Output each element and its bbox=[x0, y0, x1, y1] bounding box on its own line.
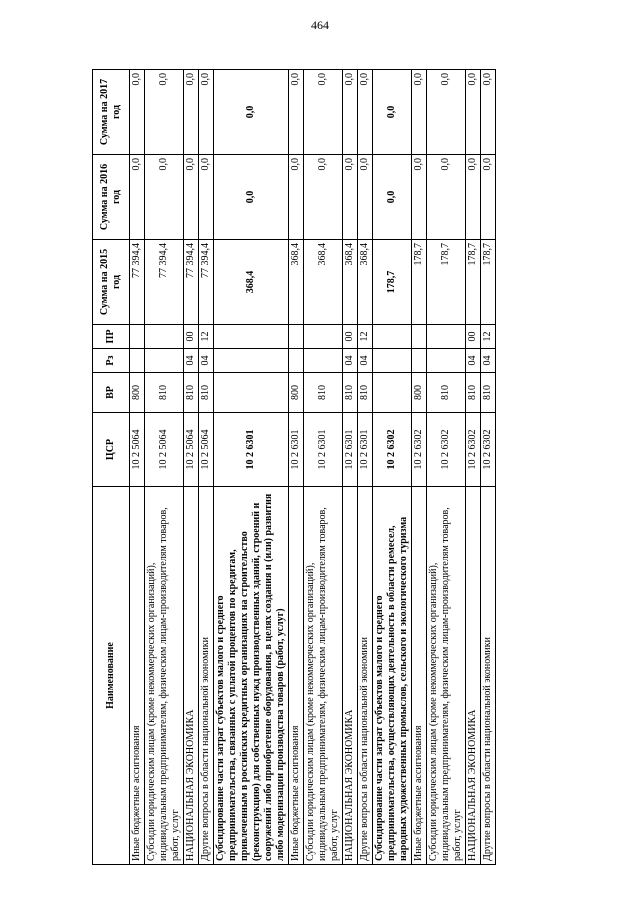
row-vr-cell: 810 bbox=[343, 373, 358, 413]
page-number: 464 bbox=[311, 18, 329, 32]
row-csr-cell: 10 2 6301 bbox=[289, 413, 304, 487]
table-row bbox=[304, 70, 343, 865]
table-row bbox=[343, 70, 358, 865]
table-row bbox=[427, 70, 466, 865]
row-csr-cell: 10 2 5064 bbox=[130, 413, 145, 487]
row-sum-2017-cell: 0,0 bbox=[214, 70, 289, 155]
row-sum-2015-cell: 368,4 bbox=[358, 240, 373, 325]
table-row bbox=[466, 70, 481, 865]
table-row bbox=[358, 70, 373, 865]
row-vr-cell: 810 bbox=[358, 373, 373, 413]
row-sum-2016-cell: 0,0 bbox=[373, 155, 412, 240]
row-sum-2015-cell: 178,7 bbox=[373, 240, 412, 325]
row-rz-cell bbox=[427, 349, 466, 373]
row-rz-cell bbox=[412, 349, 427, 373]
header-rz: Рз bbox=[93, 349, 130, 373]
row-pr-cell bbox=[412, 325, 427, 349]
row-name-cell: Другие вопросы в области национальной экономики bbox=[358, 487, 373, 865]
budget-table bbox=[92, 69, 496, 865]
row-sum-2015-cell: 368,4 bbox=[289, 240, 304, 325]
row-sum-2015-cell: 77 394,4 bbox=[199, 240, 214, 325]
row-name-cell: НАЦИОНАЛЬНАЯ ЭКОНОМИКА bbox=[184, 487, 199, 865]
row-sum-2015-cell: 178,7 bbox=[481, 240, 496, 325]
row-csr-cell: 10 2 6301 bbox=[343, 413, 358, 487]
row-sum-2016-cell: 0,0 bbox=[466, 155, 481, 240]
row-pr-cell bbox=[214, 325, 289, 349]
row-sum-2017-cell: 0,0 bbox=[481, 70, 496, 155]
row-rz-cell: 04 bbox=[184, 349, 199, 373]
table-row bbox=[214, 70, 289, 865]
table-row bbox=[145, 70, 184, 865]
row-name-cell: Другие вопросы в области национальной экономики bbox=[199, 487, 214, 865]
row-name-cell: Иные бюджетные ассигнования bbox=[130, 487, 145, 865]
row-name-cell: НАЦИОНАЛЬНАЯ ЭКОНОМИКА bbox=[466, 487, 481, 865]
row-csr-cell: 10 2 6302 bbox=[481, 413, 496, 487]
table-body bbox=[130, 70, 496, 865]
table-canvas bbox=[92, 70, 572, 865]
row-name-cell: Другие вопросы в области национальной экономики bbox=[481, 487, 496, 865]
row-sum-2017-cell: 0,0 bbox=[304, 70, 343, 155]
row-pr-cell bbox=[289, 325, 304, 349]
row-csr-cell: 10 2 5064 bbox=[184, 413, 199, 487]
row-sum-2015-cell: 77 394,4 bbox=[184, 240, 199, 325]
row-sum-2017-cell: 0,0 bbox=[289, 70, 304, 155]
header-sum-2016: Сумма на 2016 год bbox=[93, 155, 130, 240]
row-sum-2015-cell: 368,4 bbox=[343, 240, 358, 325]
row-rz-cell bbox=[373, 349, 412, 373]
row-sum-2017-cell: 0,0 bbox=[466, 70, 481, 155]
row-sum-2016-cell: 0,0 bbox=[304, 155, 343, 240]
header-vr: ВР bbox=[93, 373, 130, 413]
row-csr-cell: 10 2 6302 bbox=[427, 413, 466, 487]
row-sum-2016-cell: 0,0 bbox=[412, 155, 427, 240]
row-csr-cell: 10 2 6301 bbox=[358, 413, 373, 487]
table-row bbox=[373, 70, 412, 865]
header-pr: ПР bbox=[93, 325, 130, 349]
header-name: Наименование bbox=[93, 487, 130, 865]
table-row bbox=[481, 70, 496, 865]
table-row bbox=[412, 70, 427, 865]
row-csr-cell: 10 2 5064 bbox=[199, 413, 214, 487]
row-csr-cell: 10 2 6302 bbox=[466, 413, 481, 487]
row-pr-cell: 00 bbox=[184, 325, 199, 349]
row-name-cell: Субсидирование части затрат субъектов малого и среднего предпринимательства, связанных с уплатой процентов по кредитам, привлеченным в российских кредитных организациях на строительство (реконструкцию) для собственных нужд производственных зданий, строений и сооружений либо приобретение оборудования, в целях создания и (или) развития либо модернизации производства товаров (работ, услуг) bbox=[214, 487, 289, 865]
row-sum-2016-cell: 0,0 bbox=[358, 155, 373, 240]
row-sum-2017-cell: 0,0 bbox=[427, 70, 466, 155]
row-name-cell: Субсидии юридическим лицам (кроме некоммерческих организаций), индивидуальным предпринимателям, физическим лицам-производителям товаров, работ, услуг bbox=[304, 487, 343, 865]
row-rz-cell: 04 bbox=[343, 349, 358, 373]
row-rz-cell bbox=[130, 349, 145, 373]
row-pr-cell bbox=[373, 325, 412, 349]
row-sum-2015-cell: 178,7 bbox=[466, 240, 481, 325]
row-vr-cell: 810 bbox=[184, 373, 199, 413]
rotated-page-area bbox=[92, 70, 572, 865]
row-vr-cell: 810 bbox=[481, 373, 496, 413]
row-pr-cell: 00 bbox=[466, 325, 481, 349]
row-sum-2016-cell: 0,0 bbox=[427, 155, 466, 240]
row-pr-cell bbox=[427, 325, 466, 349]
row-vr-cell: 810 bbox=[466, 373, 481, 413]
row-vr-cell: 810 bbox=[304, 373, 343, 413]
row-vr-cell: 810 bbox=[427, 373, 466, 413]
row-sum-2016-cell: 0,0 bbox=[214, 155, 289, 240]
row-rz-cell: 04 bbox=[466, 349, 481, 373]
row-pr-cell: 12 bbox=[199, 325, 214, 349]
row-sum-2017-cell: 0,0 bbox=[412, 70, 427, 155]
row-rz-cell bbox=[304, 349, 343, 373]
row-sum-2016-cell: 0,0 bbox=[145, 155, 184, 240]
row-pr-cell: 00 bbox=[343, 325, 358, 349]
row-sum-2016-cell: 0,0 bbox=[289, 155, 304, 240]
row-rz-cell: 04 bbox=[481, 349, 496, 373]
row-sum-2017-cell: 0,0 bbox=[358, 70, 373, 155]
row-sum-2015-cell: 178,7 bbox=[427, 240, 466, 325]
row-name-cell: Субсидирование части затрат субъектов малого и среднего предпринимательства, осуществляющих деятельность в области ремесел, народных художественных промыслов, сельского и экологического туризма bbox=[373, 487, 412, 865]
table-row bbox=[184, 70, 199, 865]
row-sum-2016-cell: 0,0 bbox=[130, 155, 145, 240]
row-pr-cell bbox=[304, 325, 343, 349]
header-csr: ЦСР bbox=[93, 413, 130, 487]
table-row bbox=[289, 70, 304, 865]
row-sum-2016-cell: 0,0 bbox=[481, 155, 496, 240]
row-sum-2016-cell: 0,0 bbox=[184, 155, 199, 240]
row-name-cell: Иные бюджетные ассигнования bbox=[289, 487, 304, 865]
row-vr-cell bbox=[214, 373, 289, 413]
row-rz-cell bbox=[289, 349, 304, 373]
row-pr-cell bbox=[145, 325, 184, 349]
row-sum-2015-cell: 368,4 bbox=[304, 240, 343, 325]
row-vr-cell: 800 bbox=[289, 373, 304, 413]
row-sum-2017-cell: 0,0 bbox=[373, 70, 412, 155]
table-header-row bbox=[93, 70, 130, 865]
table-row bbox=[199, 70, 214, 865]
row-pr-cell: 12 bbox=[358, 325, 373, 349]
header-sum-2015: Сумма на 2015 год bbox=[93, 240, 130, 325]
row-sum-2016-cell: 0,0 bbox=[343, 155, 358, 240]
row-name-cell: Субсидии юридическим лицам (кроме некоммерческих организаций), индивидуальным предпринимателям, физическим лицам-производителям товаров, работ, услуг bbox=[427, 487, 466, 865]
row-sum-2015-cell: 178,7 bbox=[412, 240, 427, 325]
row-csr-cell: 10 2 6302 bbox=[412, 413, 427, 487]
table-row bbox=[130, 70, 145, 865]
row-sum-2017-cell: 0,0 bbox=[145, 70, 184, 155]
row-name-cell: Субсидии юридическим лицам (кроме некоммерческих организаций), индивидуальным предпринимателям, физическим лицам-производителям товаров, работ, услуг bbox=[145, 487, 184, 865]
row-sum-2017-cell: 0,0 bbox=[343, 70, 358, 155]
row-sum-2016-cell: 0,0 bbox=[199, 155, 214, 240]
row-pr-cell bbox=[130, 325, 145, 349]
row-sum-2017-cell: 0,0 bbox=[184, 70, 199, 155]
row-rz-cell bbox=[214, 349, 289, 373]
row-csr-cell: 10 2 6301 bbox=[304, 413, 343, 487]
row-sum-2015-cell: 77 394,4 bbox=[130, 240, 145, 325]
row-rz-cell: 04 bbox=[358, 349, 373, 373]
row-sum-2015-cell: 77 394,4 bbox=[145, 240, 184, 325]
row-pr-cell: 12 bbox=[481, 325, 496, 349]
row-sum-2017-cell: 0,0 bbox=[199, 70, 214, 155]
row-sum-2017-cell: 0,0 bbox=[130, 70, 145, 155]
row-vr-cell: 800 bbox=[412, 373, 427, 413]
row-name-cell: Иные бюджетные ассигнования bbox=[412, 487, 427, 865]
row-vr-cell: 800 bbox=[130, 373, 145, 413]
row-name-cell: НАЦИОНАЛЬНАЯ ЭКОНОМИКА bbox=[343, 487, 358, 865]
row-csr-cell: 10 2 6301 bbox=[214, 413, 289, 487]
row-vr-cell: 810 bbox=[199, 373, 214, 413]
row-csr-cell: 10 2 5064 bbox=[145, 413, 184, 487]
row-vr-cell: 810 bbox=[145, 373, 184, 413]
header-sum-2017: Сумма на 2017 год bbox=[93, 70, 130, 155]
row-vr-cell bbox=[373, 373, 412, 413]
row-rz-cell bbox=[145, 349, 184, 373]
row-csr-cell: 10 2 6302 bbox=[373, 413, 412, 487]
row-rz-cell: 04 bbox=[199, 349, 214, 373]
row-sum-2015-cell: 368,4 bbox=[214, 240, 289, 325]
